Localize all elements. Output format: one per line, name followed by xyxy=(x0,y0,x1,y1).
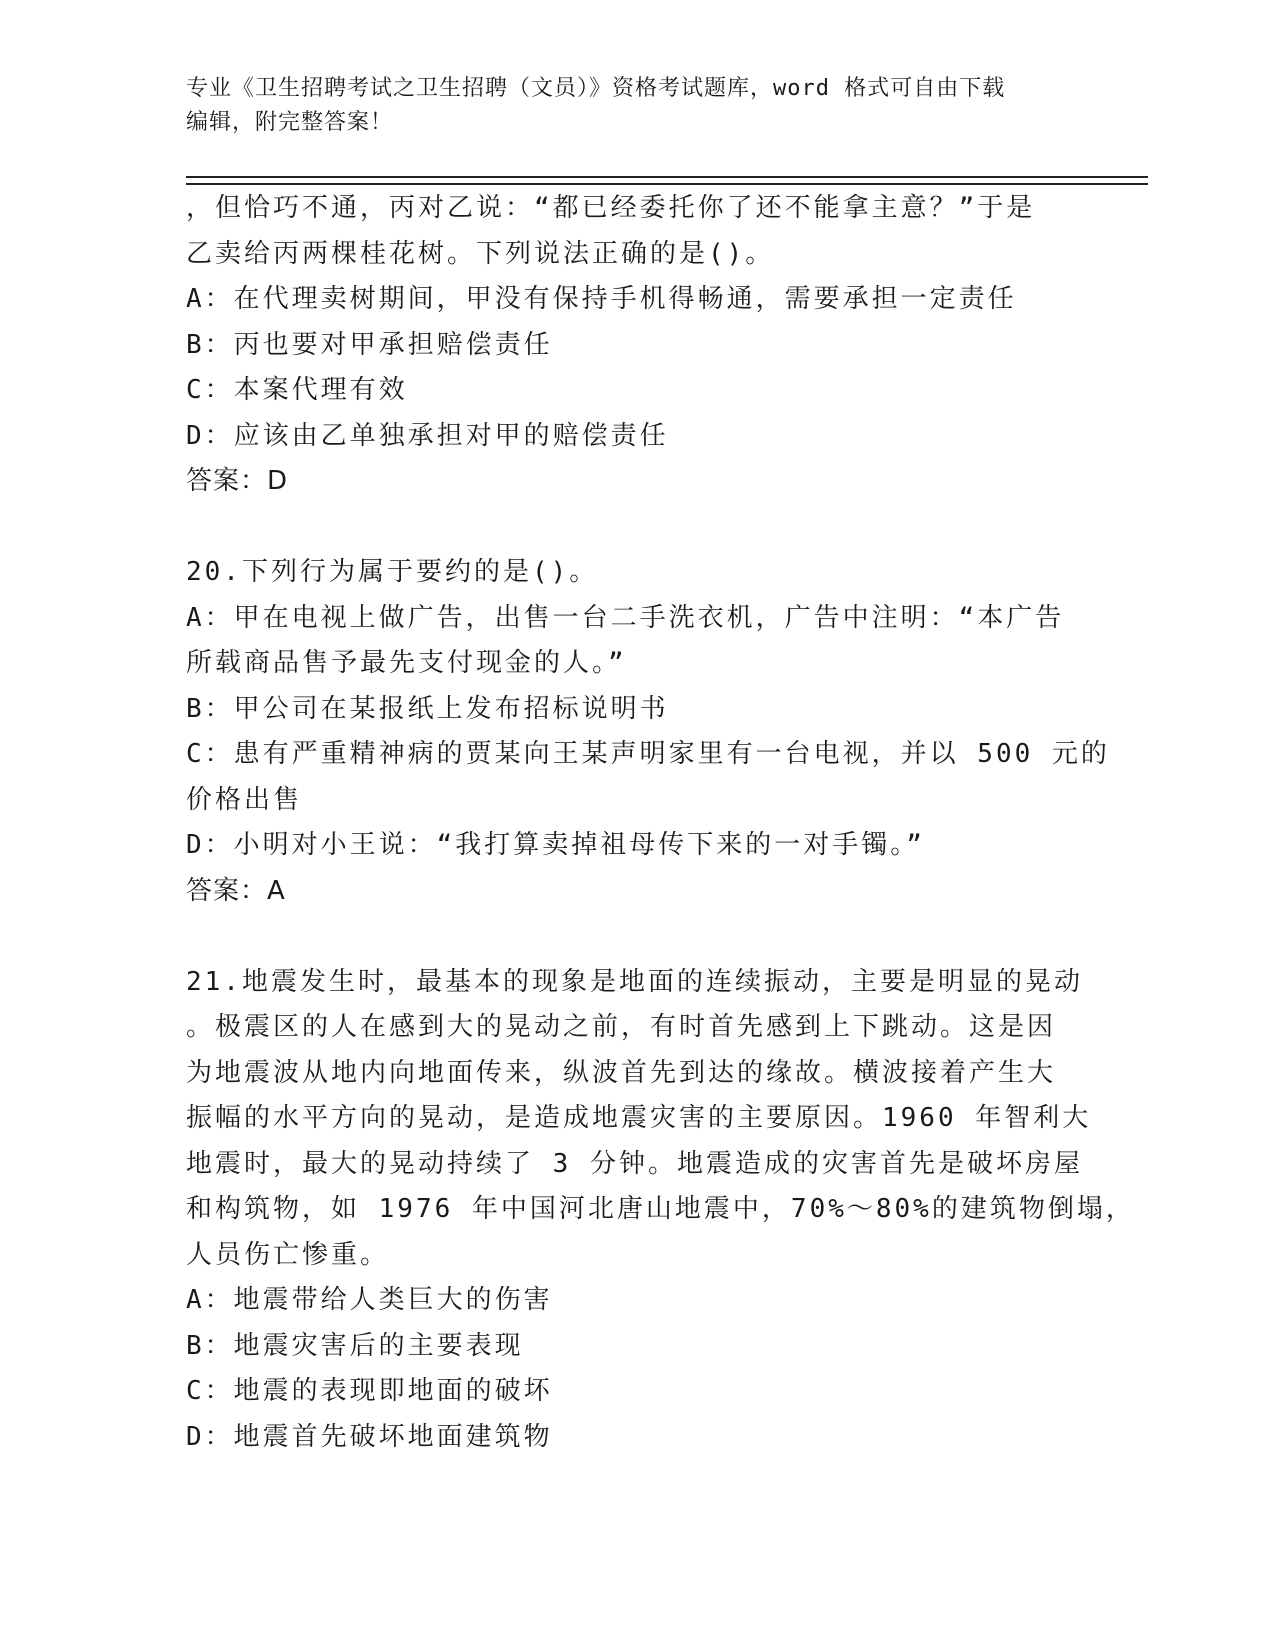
question-20 xyxy=(186,550,1110,914)
option-d: D：小明对小王说：“我打算卖掉祖母传下来的一对手镯。” xyxy=(186,830,925,860)
option-b: B：甲公司在某报纸上发布招标说明书 xyxy=(186,693,669,724)
question-stem: 地震时，最大的晃动持续了 3 分钟。地震造成的灾害首先是破坏房屋 xyxy=(186,1148,1083,1179)
question-21 xyxy=(186,960,1135,1461)
option-c-continued: 价格出售 xyxy=(186,784,303,815)
document-body xyxy=(186,186,1135,1460)
spacer xyxy=(186,505,1086,551)
option-c: C：地震的表现即地面的破坏 xyxy=(186,1376,553,1406)
question-stem: 振幅的水平方向的晃动，是造成地震灾害的主要原因。1960 年智利大 xyxy=(186,1103,1092,1133)
option-a: A：甲在电视上做广告，出售一台二手洗衣机，广告中注明：“本广告 xyxy=(186,602,1065,633)
option-b: B：地震灾害后的主要表现 xyxy=(186,1330,524,1361)
question-stem: 。极震区的人在感到大的晃动之前，有时首先感到上下跳动。这是因 xyxy=(186,1012,1057,1042)
question-stem: 人员伤亡惨重。 xyxy=(186,1239,390,1270)
option-c: C：本案代理有效 xyxy=(186,375,408,405)
header-line-2: 编辑，附完整答案！ xyxy=(186,110,394,135)
page-header xyxy=(186,72,1086,140)
header-rule-top xyxy=(186,176,1148,178)
question-19 xyxy=(186,186,1086,505)
question-stem: 乙卖给丙两棵桂花树。下列说法正确的是()。 xyxy=(186,238,775,269)
option-b: B：丙也要对甲承担赔偿责任 xyxy=(186,329,553,360)
question-stem: 21.地震发生时，最基本的现象是地面的连续振动，主要是明显的晃动 xyxy=(186,966,1083,997)
spacer xyxy=(186,914,1086,960)
option-a: A：在代理卖树期间，甲没有保持手机得畅通，需要承担一定责任 xyxy=(186,284,1017,314)
option-a-continued: 所载商品售予最先支付现金的人。” xyxy=(186,648,627,678)
question-stem: 为地震波从地内向地面传来，纵波首先到达的缘故。横波接着产生大 xyxy=(186,1057,1057,1088)
question-stem: ，但恰巧不通，丙对乙说：“都已经委托你了还不能拿主意？”于是 xyxy=(186,193,1036,223)
header-line-1: 专业《卫生招聘考试之卫生招聘（文员）》资格考试题库，word 格式可自由下载 xyxy=(186,76,1006,101)
option-a: A：地震带给人类巨大的伤害 xyxy=(186,1285,553,1315)
question-stem: 20.下列行为属于要约的是()。 xyxy=(186,557,599,587)
option-c: C：患有严重精神病的贾某向王某声明家里有一台电视，并以 500 元的 xyxy=(186,739,1110,769)
answer-line: 答案：D xyxy=(186,466,289,496)
header-rule-bottom xyxy=(186,183,1148,185)
option-d: D：地震首先破坏地面建筑物 xyxy=(186,1421,553,1452)
option-d: D：应该由乙单独承担对甲的赔偿责任 xyxy=(186,420,669,451)
question-stem: 和构筑物，如 1976 年中国河北唐山地震中，70%～80%的建筑物倒塌， xyxy=(186,1194,1135,1224)
answer-line: 答案：A xyxy=(186,875,286,906)
